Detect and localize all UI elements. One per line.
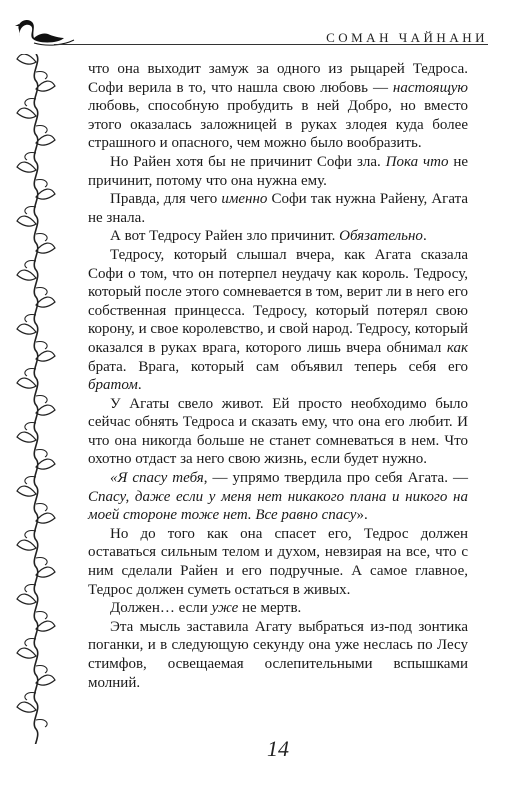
paragraph (88, 618, 468, 692)
text-run: Должен… если (110, 600, 212, 617)
italic-run: именно (221, 191, 268, 208)
text-run: что она выходит замуж за одного из рыцарей Тедроса. Софи верила в то, что нашла свою любовь — (88, 61, 468, 96)
swan-icon (14, 14, 76, 48)
vine-border (14, 54, 58, 744)
text-run: брата. Врага, который сам объявил теперь себя его (88, 358, 468, 375)
paragraph (88, 395, 468, 469)
text-run: У Агаты свело живот. Ей просто необходимо было сейчас обнять Тедроса и сказать ему, что она его любит. И что она никогда больше не станет сомневаться в нем. Что охотно отдаст за него свою жизнь, если будет нужно. (88, 395, 468, 468)
italic-run: Пока что (385, 153, 449, 170)
paragraph (88, 60, 468, 153)
italic-run: как (446, 339, 468, 356)
italic-run: «Я спасу тебя (110, 470, 204, 487)
paragraph (88, 525, 468, 599)
italic-run: настоящую (392, 79, 468, 96)
text-run: . (422, 228, 427, 245)
text-run: Эта мысль заставила Агату выбраться из-под зонтика поганки, и в следующую секунду она уже неслась по Лесу стимфов, освещаемая ослепительными вспышками молний. (88, 618, 468, 691)
text-run: ». (356, 507, 368, 524)
text-run: не причинит, потому что она нужна ему. (88, 153, 468, 189)
italic-run: Обязательно (339, 228, 423, 245)
italic-run: уже (211, 600, 239, 617)
text-run: Софи так нужна Райену, Агата не знала. (88, 191, 468, 226)
header-rule (54, 44, 488, 45)
paragraph (88, 227, 468, 246)
paragraph (88, 153, 468, 190)
paragraph (88, 190, 468, 227)
paragraph (88, 469, 468, 525)
italic-run: Спасу, даже если у меня нет никакого плана и никого на моей стороне тоже нет. Все равно спасу (88, 488, 468, 524)
text-run: Но до того как она спасет его, Тедрос должен оставаться сильным телом и духом, невзирая на все, что с ним сделали Райен и его подручные. А самое главное, Тедрос должен суметь остаться в живых. (88, 525, 468, 598)
text-run: любовь, способную пробудить в ней Добро, но вместо этого оказалась заложницей в руках злодея куда более страшного и опасного, чем можно было вообразить. (88, 98, 468, 152)
text-run: , — упрямо твердила про себя Агата. — (203, 470, 468, 487)
main-text (88, 60, 468, 692)
text-run: Но Райен хотя бы не причинит Софи зла. (110, 153, 386, 170)
text-run: Тедросу, который слышал вчера, как Агата сказала Софи о том, что он потерпел неудачу как король. Тедросу, который после этого сомневается в том, верит ли в него его собственная принцесса. Тедросу, который потерял свою корону, и свое королевство, и свой народ. Тедросу, который оказался в руках врага, которого лишь вчера обнимал (88, 246, 468, 356)
text-run: . (137, 377, 142, 394)
running-header: СОМАН ЧАЙНАНИ (326, 30, 488, 45)
italic-run: братом (88, 377, 138, 394)
paragraph (88, 246, 468, 395)
text-run: Правда, для чего (110, 191, 222, 208)
page-number: 14 (267, 736, 289, 761)
text-run: А вот Тедросу Райен зло причинит. (110, 228, 340, 245)
text-run: не мертв. (238, 600, 302, 617)
paragraph (88, 599, 468, 618)
